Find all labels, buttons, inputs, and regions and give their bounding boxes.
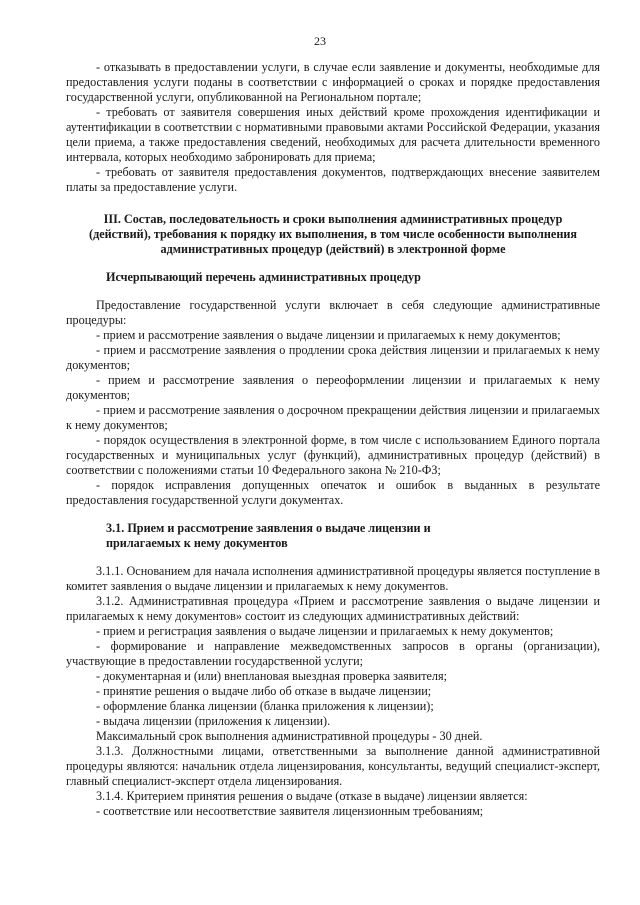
procedure-item: - порядок исправления допущенных опечаток и ошибок в выданных в результате предоставления государственной услуги документах. [66, 478, 600, 507]
procedure-item: - прием и рассмотрение заявления о продлении срока действия лицензии и прилагаемых к нему документов; [66, 343, 600, 372]
clause-3-1-3: 3.1.3. Должностными лицами, ответственными за выполнение данной административной процедуры являются: начальник отдела лицензирования, консультанты, ведущий специалист-эксперт, главный специалист-эксперт отдела лицензирования. [66, 744, 600, 788]
clause-3-1-1: 3.1.1. Основанием для начала исполнения административной процедуры является поступление в комитет заявления о выдаче лицензии и прилагаемых к нему документов. [66, 564, 600, 593]
action-item: - выдача лицензии (приложения к лицензии). [96, 714, 331, 728]
action-item: - документарная и (или) внеплановая выездная проверка заявителя; [96, 669, 448, 683]
section-heading: III. Состав, последовательность и сроки выполнения административных процедур (действий), требования к порядку их выполнения, в том числе особенности выполнения административных процедур (действий) в электронной форме [89, 212, 577, 256]
intro-item: - требовать от заявителя предоставления документов, подтверждающих внесение заявителем платы за предоставление услуги. [66, 165, 600, 194]
subsection-heading-line2: прилагаемых к нему документов [106, 536, 288, 550]
action-item: - принятие решения о выдаче либо об отказе в выдаче лицензии; [96, 684, 432, 698]
subsection-heading-line1: 3.1. Прием и рассмотрение заявления о выдаче лицензии и [106, 521, 431, 535]
procedure-item: - прием и рассмотрение заявления о досрочном прекращении действия лицензии и прилагаемых к нему документов; [66, 403, 600, 432]
max-term: Максимальный срок выполнения административной процедуры - 30 дней. [96, 729, 483, 743]
action-item: - формирование и направление межведомственных запросов в органы (организации), участвующие в предоставлении государственной услуги; [66, 639, 600, 668]
procedure-item: - порядок осуществления в электронной форме, в том числе с использованием Единого портала государственных и муниципальных услуг (функций), административных процедур (действий) в соответствии с положениями статьи 10 Федерального закона № 210-ФЗ; [66, 433, 600, 477]
action-item: - прием и регистрация заявления о выдаче лицензии и прилагаемых к нему документов; [96, 624, 554, 638]
intro-item: - отказывать в предоставлении услуги, в случае если заявление и документы, необходимые для предоставления услуги поданы в соответствии с информацией о сроках и порядке предоставления государственной услуги, опубликованной на Региональном портале; [66, 60, 600, 104]
document-body [66, 60, 600, 819]
exhaustive-list-heading: Исчерпывающий перечень административных процедур [106, 270, 421, 284]
procedure-item: - прием и рассмотрение заявления о выдаче лицензии и прилагаемых к нему документов; [96, 328, 561, 342]
clause-3-1-2: 3.1.2. Административная процедура «Прием и рассмотрение заявления о выдаче лицензии и прилагаемых к нему документов» состоит из следующих административных действий: [66, 594, 600, 623]
page-number: 23 [314, 34, 326, 48]
criteria-item: - соответствие или несоответствие заявителя лицензионным требованиям; [96, 804, 484, 818]
action-item: - оформление бланка лицензии (бланка приложения к лицензии); [96, 699, 434, 713]
intro-item: - требовать от заявителя совершения иных действий кроме прохождения идентификации и аутентификации в соответствии с нормативными правовыми актами Российской Федерации, указания цели приема, а также предоставления сведений, необходимых для расчета длительности временного интервала, которых необходимо забронировать для приема; [66, 105, 600, 164]
procedure-item: - прием и рассмотрение заявления о переоформлении лицензии и прилагаемых к нему документов; [66, 373, 600, 402]
subsection-heading [66, 521, 600, 551]
clause-3-1-4: 3.1.4. Критерием принятия решения о выдаче (отказе в выдаче) лицензии является: [96, 789, 528, 803]
procedures-intro: Предоставление государственной услуги включает в себя следующие административные процедуры: [66, 298, 600, 327]
